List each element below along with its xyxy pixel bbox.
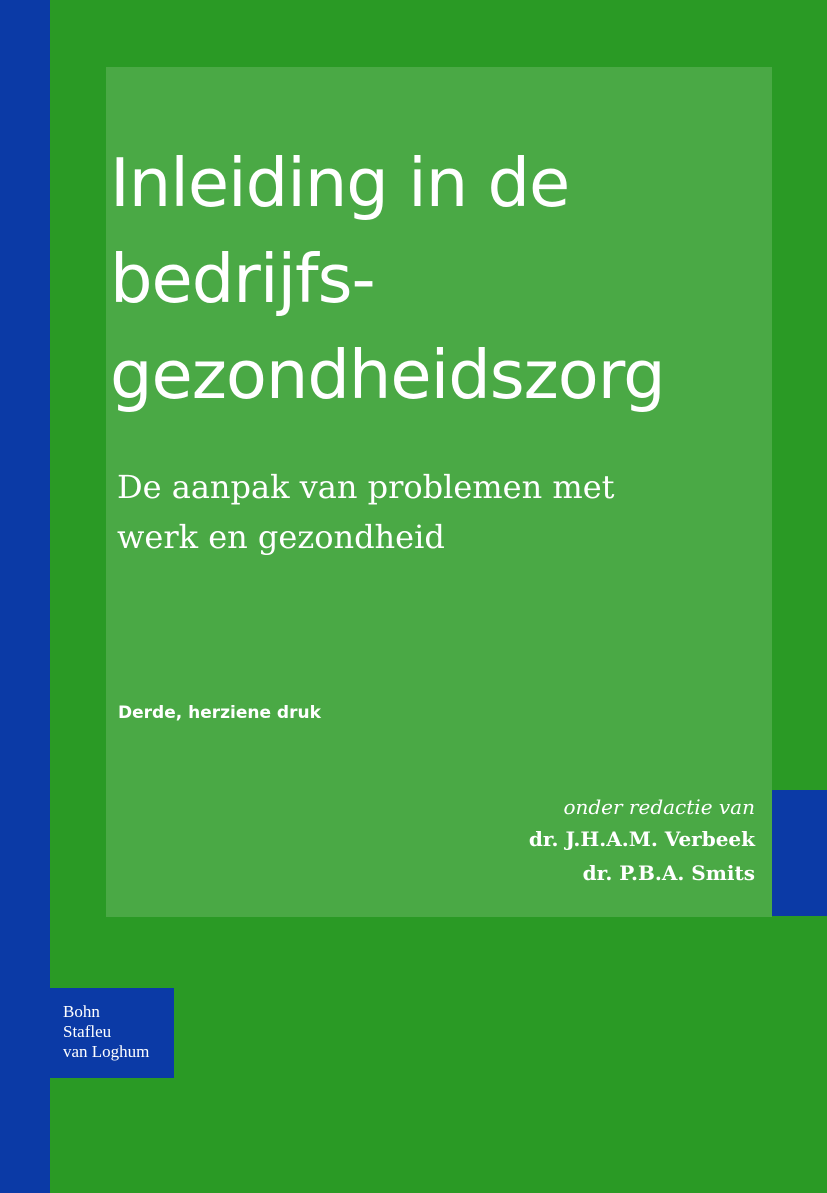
publisher-logo-line: van Loghum — [63, 1042, 150, 1061]
book-title — [110, 135, 665, 423]
accent-block — [772, 790, 827, 916]
editors-label: onder redactie van — [563, 795, 755, 819]
book-subtitle — [117, 462, 615, 562]
editor-name: dr. P.B.A. Smits — [582, 861, 755, 885]
book-title-line: bedrijfs- — [110, 240, 375, 318]
publisher-logo-line: Stafleu — [63, 1022, 112, 1041]
book-subtitle-line: werk en gezondheid — [117, 518, 445, 556]
book-title-line: Inleiding in de — [110, 144, 570, 222]
spine-stripe — [0, 0, 50, 1193]
book-subtitle-line: De aanpak van problemen met — [117, 468, 615, 506]
edition-label: Derde, herziene druk — [118, 703, 321, 723]
book-title-line: gezondheidszorg — [110, 336, 665, 414]
editor-name: dr. J.H.A.M. Verbeek — [528, 827, 755, 851]
editors-block — [529, 792, 755, 890]
publisher-logo-line: Bohn — [63, 1002, 100, 1021]
publisher-logo — [50, 988, 174, 1078]
